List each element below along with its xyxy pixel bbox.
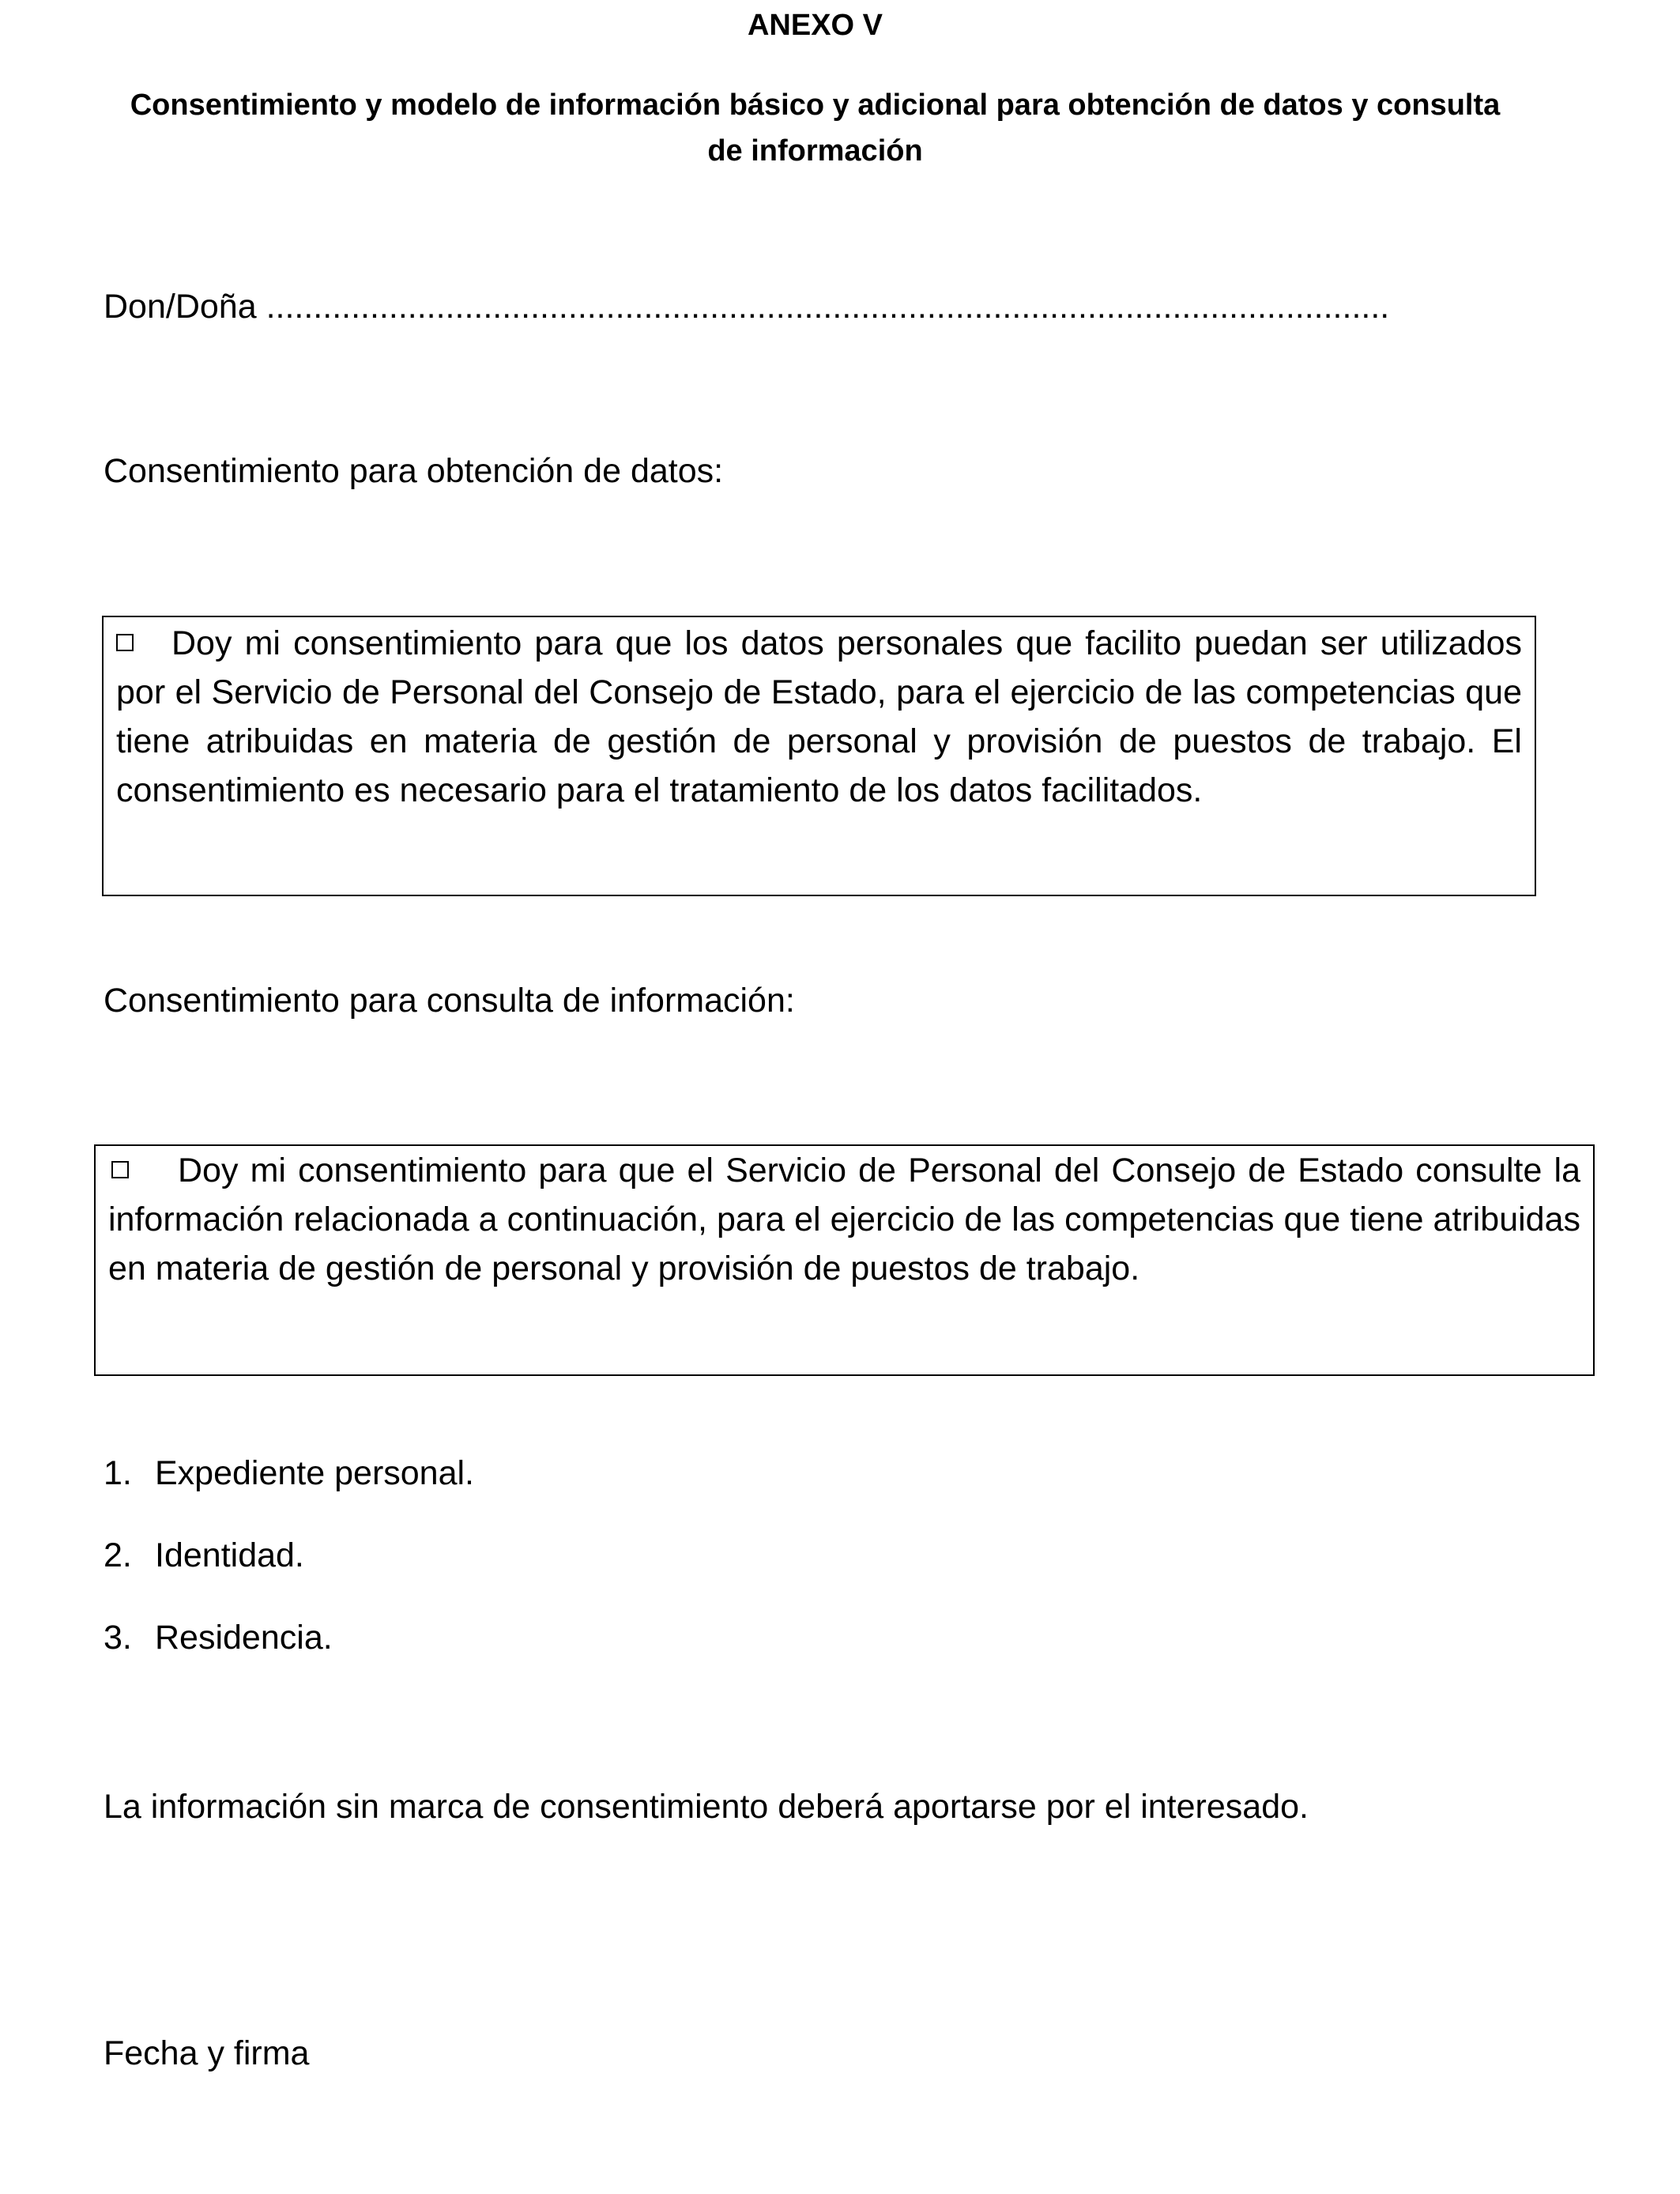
list-item-label: Identidad. [155,1536,304,1574]
missing-consent-note: La información sin marca de consentimiento deberá aportarse por el interesado. [104,1788,1309,1826]
list-item-number: 3. [104,1619,132,1657]
list-item-number: 1. [104,1454,132,1492]
data-consent-paragraph [116,619,1522,815]
list-item [104,1617,474,1699]
data-consent-text: Doy mi consentimiento para que los datos personales que facilito puedan ser utilizados por el Servicio de Personal del Consejo de Estado, para el ejercicio de las competencias que tiene atribuidas en materia de gestión de personal y provisión de puestos de trabajo. El consentimiento es necesario para el tratamiento de los datos facilitados. [116,624,1522,809]
info-consent-paragraph [108,1146,1580,1293]
list-item [104,1453,474,1535]
list-item-label: Expediente personal. [155,1454,475,1492]
document-subtitle: Consentimiento y modelo de información básico y adicional para obtención de datos y consulta de información [130,89,1501,168]
list-item-number: 2. [104,1536,132,1574]
annex-title: ANEXO V [747,9,883,42]
info-consent-box [94,1144,1595,1376]
checkbox-empty-icon[interactable] [116,634,134,651]
list-item-label: Residencia. [155,1619,333,1657]
list-item [104,1535,474,1617]
date-signature-label: Fecha y firma [104,2034,310,2072]
info-items-list [104,1453,474,1699]
data-consent-box [102,616,1536,896]
info-consent-heading: Consentimiento para consulta de información: [104,982,795,1020]
data-consent-heading: Consentimiento para obtención de datos: [104,452,724,490]
info-consent-text: Doy mi consentimiento para que el Servicio de Personal del Consejo de Estado consulte la información relacionada a continuación, para el ejercicio de las competencias que tiene atribuidas en materia de gestión de personal y provisión de puestos de trabajo. [108,1152,1580,1287]
name-field-line: Don/Doña ....................................................................................................................... [104,288,1390,326]
checkbox-empty-icon[interactable] [111,1161,129,1178]
